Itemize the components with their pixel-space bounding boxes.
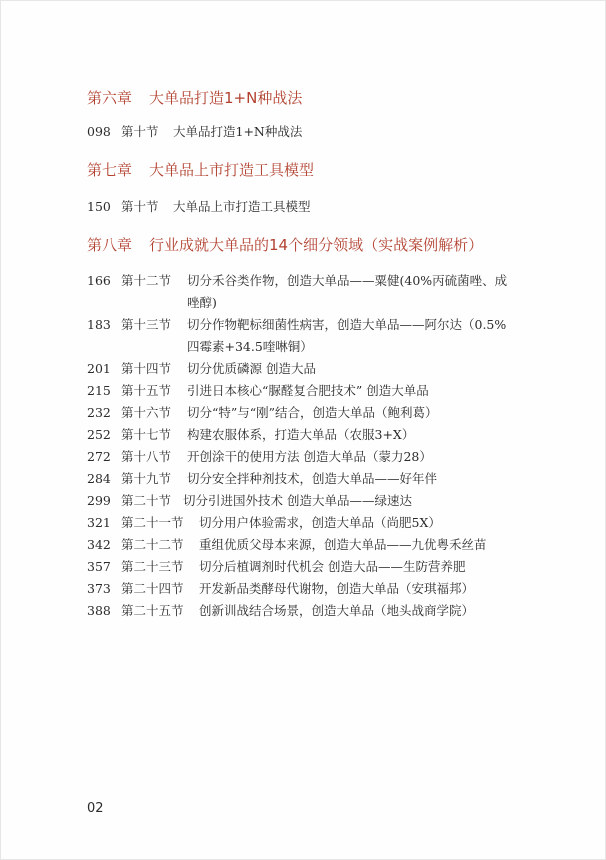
page-ref: 373 xyxy=(87,581,111,596)
chapter-number: 第六章 xyxy=(87,89,133,107)
page-ref: 357 xyxy=(87,559,111,574)
chapter-heading-8 xyxy=(87,234,483,255)
page-ref: 150 xyxy=(87,199,111,214)
entry-title: 切分后植调剂时代机会 创造大品——生防营养肥 xyxy=(199,559,466,574)
section-label: 第十节 xyxy=(121,124,159,139)
page-ref: 321 xyxy=(87,515,111,530)
entry-title: 构建农服体系，打造大单品（农服3+X） xyxy=(187,427,415,442)
page-ref: 342 xyxy=(87,537,111,552)
page-ref: 252 xyxy=(87,427,111,442)
chapter-heading-7 xyxy=(87,159,314,180)
chapter-title: 大单品打造1+N种战法 xyxy=(149,89,303,107)
section-label: 第十五节 xyxy=(121,383,172,398)
page-ref: 201 xyxy=(87,361,111,376)
chapter-title: 行业成就大单品的14个细分领域（实战案例解析） xyxy=(149,236,484,254)
section-label: 第十二节 xyxy=(121,273,172,288)
entry-title: 开创涂干的使用方法 创造大单品（蒙力28） xyxy=(187,449,432,464)
section-label: 第二十一节 xyxy=(121,515,184,530)
section-label: 第十六节 xyxy=(121,405,172,420)
section-label: 第二十二节 xyxy=(121,537,184,552)
entry-title: 引进日本核心“脲醛复合肥技术” 创造大单品 xyxy=(187,383,429,398)
page-ref: 272 xyxy=(87,449,111,464)
entry-title: 切分用户体验需求，创造大单品（尚肥5X） xyxy=(199,515,441,530)
entry-title: 切分引进国外技术 创造大单品——绿速达 xyxy=(183,493,412,508)
section-label: 第十七节 xyxy=(121,427,172,442)
chapter-title: 大单品上市打造工具模型 xyxy=(149,161,315,179)
page-ref: 299 xyxy=(87,493,111,508)
page-ref: 388 xyxy=(87,603,111,618)
section-label: 第二十三节 xyxy=(121,559,184,574)
page-ref: 166 xyxy=(87,273,111,288)
entry-title: 切分作物靶标细菌性病害，创造大单品——阿尔达（0.5% xyxy=(187,317,507,332)
section-label: 第十四节 xyxy=(121,361,172,376)
section-label: 第十三节 xyxy=(121,317,172,332)
entry-title: 开发新品类酵母代谢物，创造大单品（安琪福邦） xyxy=(199,581,475,596)
toc-entry[interactable] xyxy=(87,314,547,358)
entry-title: 大单品打造1+N种战法 xyxy=(173,124,303,139)
section-label: 第二十四节 xyxy=(121,581,184,596)
section-label: 第二十节 xyxy=(121,493,172,508)
section-label: 第二十五节 xyxy=(121,603,184,618)
entry-title: 重组优质父母本来源，创造大单品——九优粤禾丝苗 xyxy=(199,537,487,552)
section-label: 第十八节 xyxy=(121,449,172,464)
chapter-heading-6 xyxy=(87,87,302,108)
section-label: 第十节 xyxy=(121,199,159,214)
entry-title: 大单品上市打造工具模型 xyxy=(173,199,311,214)
page-ref: 232 xyxy=(87,405,111,420)
section-label: 第十九节 xyxy=(121,471,172,486)
chapter-number: 第八章 xyxy=(87,236,133,254)
page-ref: 098 xyxy=(87,124,111,139)
entry-title: 切分安全拌种剂技术，创造大单品——好年伴 xyxy=(187,471,438,486)
entry-title-continued: 唑醇) xyxy=(187,295,217,310)
page-ref: 284 xyxy=(87,471,111,486)
entry-title: 切分禾谷类作物，创造大单品——粟健(40%丙硫菌唑、成 xyxy=(187,273,508,288)
page-number: 02 xyxy=(87,801,104,816)
entry-title: 创新训战结合场景，创造大单品（地头战商学院） xyxy=(199,603,475,618)
toc-entry[interactable] xyxy=(87,270,547,314)
chapter-number: 第七章 xyxy=(87,161,133,179)
page-ref: 183 xyxy=(87,317,111,332)
entry-title-continued: 四霉素+34.5喹啉铜） xyxy=(187,339,313,354)
entry-title: 切分优质磷源 创造大品 xyxy=(187,361,316,376)
entry-title: 切分“特”与“刚”结合，创造大单品（鲍利葛） xyxy=(187,405,438,420)
page-ref: 215 xyxy=(87,383,111,398)
